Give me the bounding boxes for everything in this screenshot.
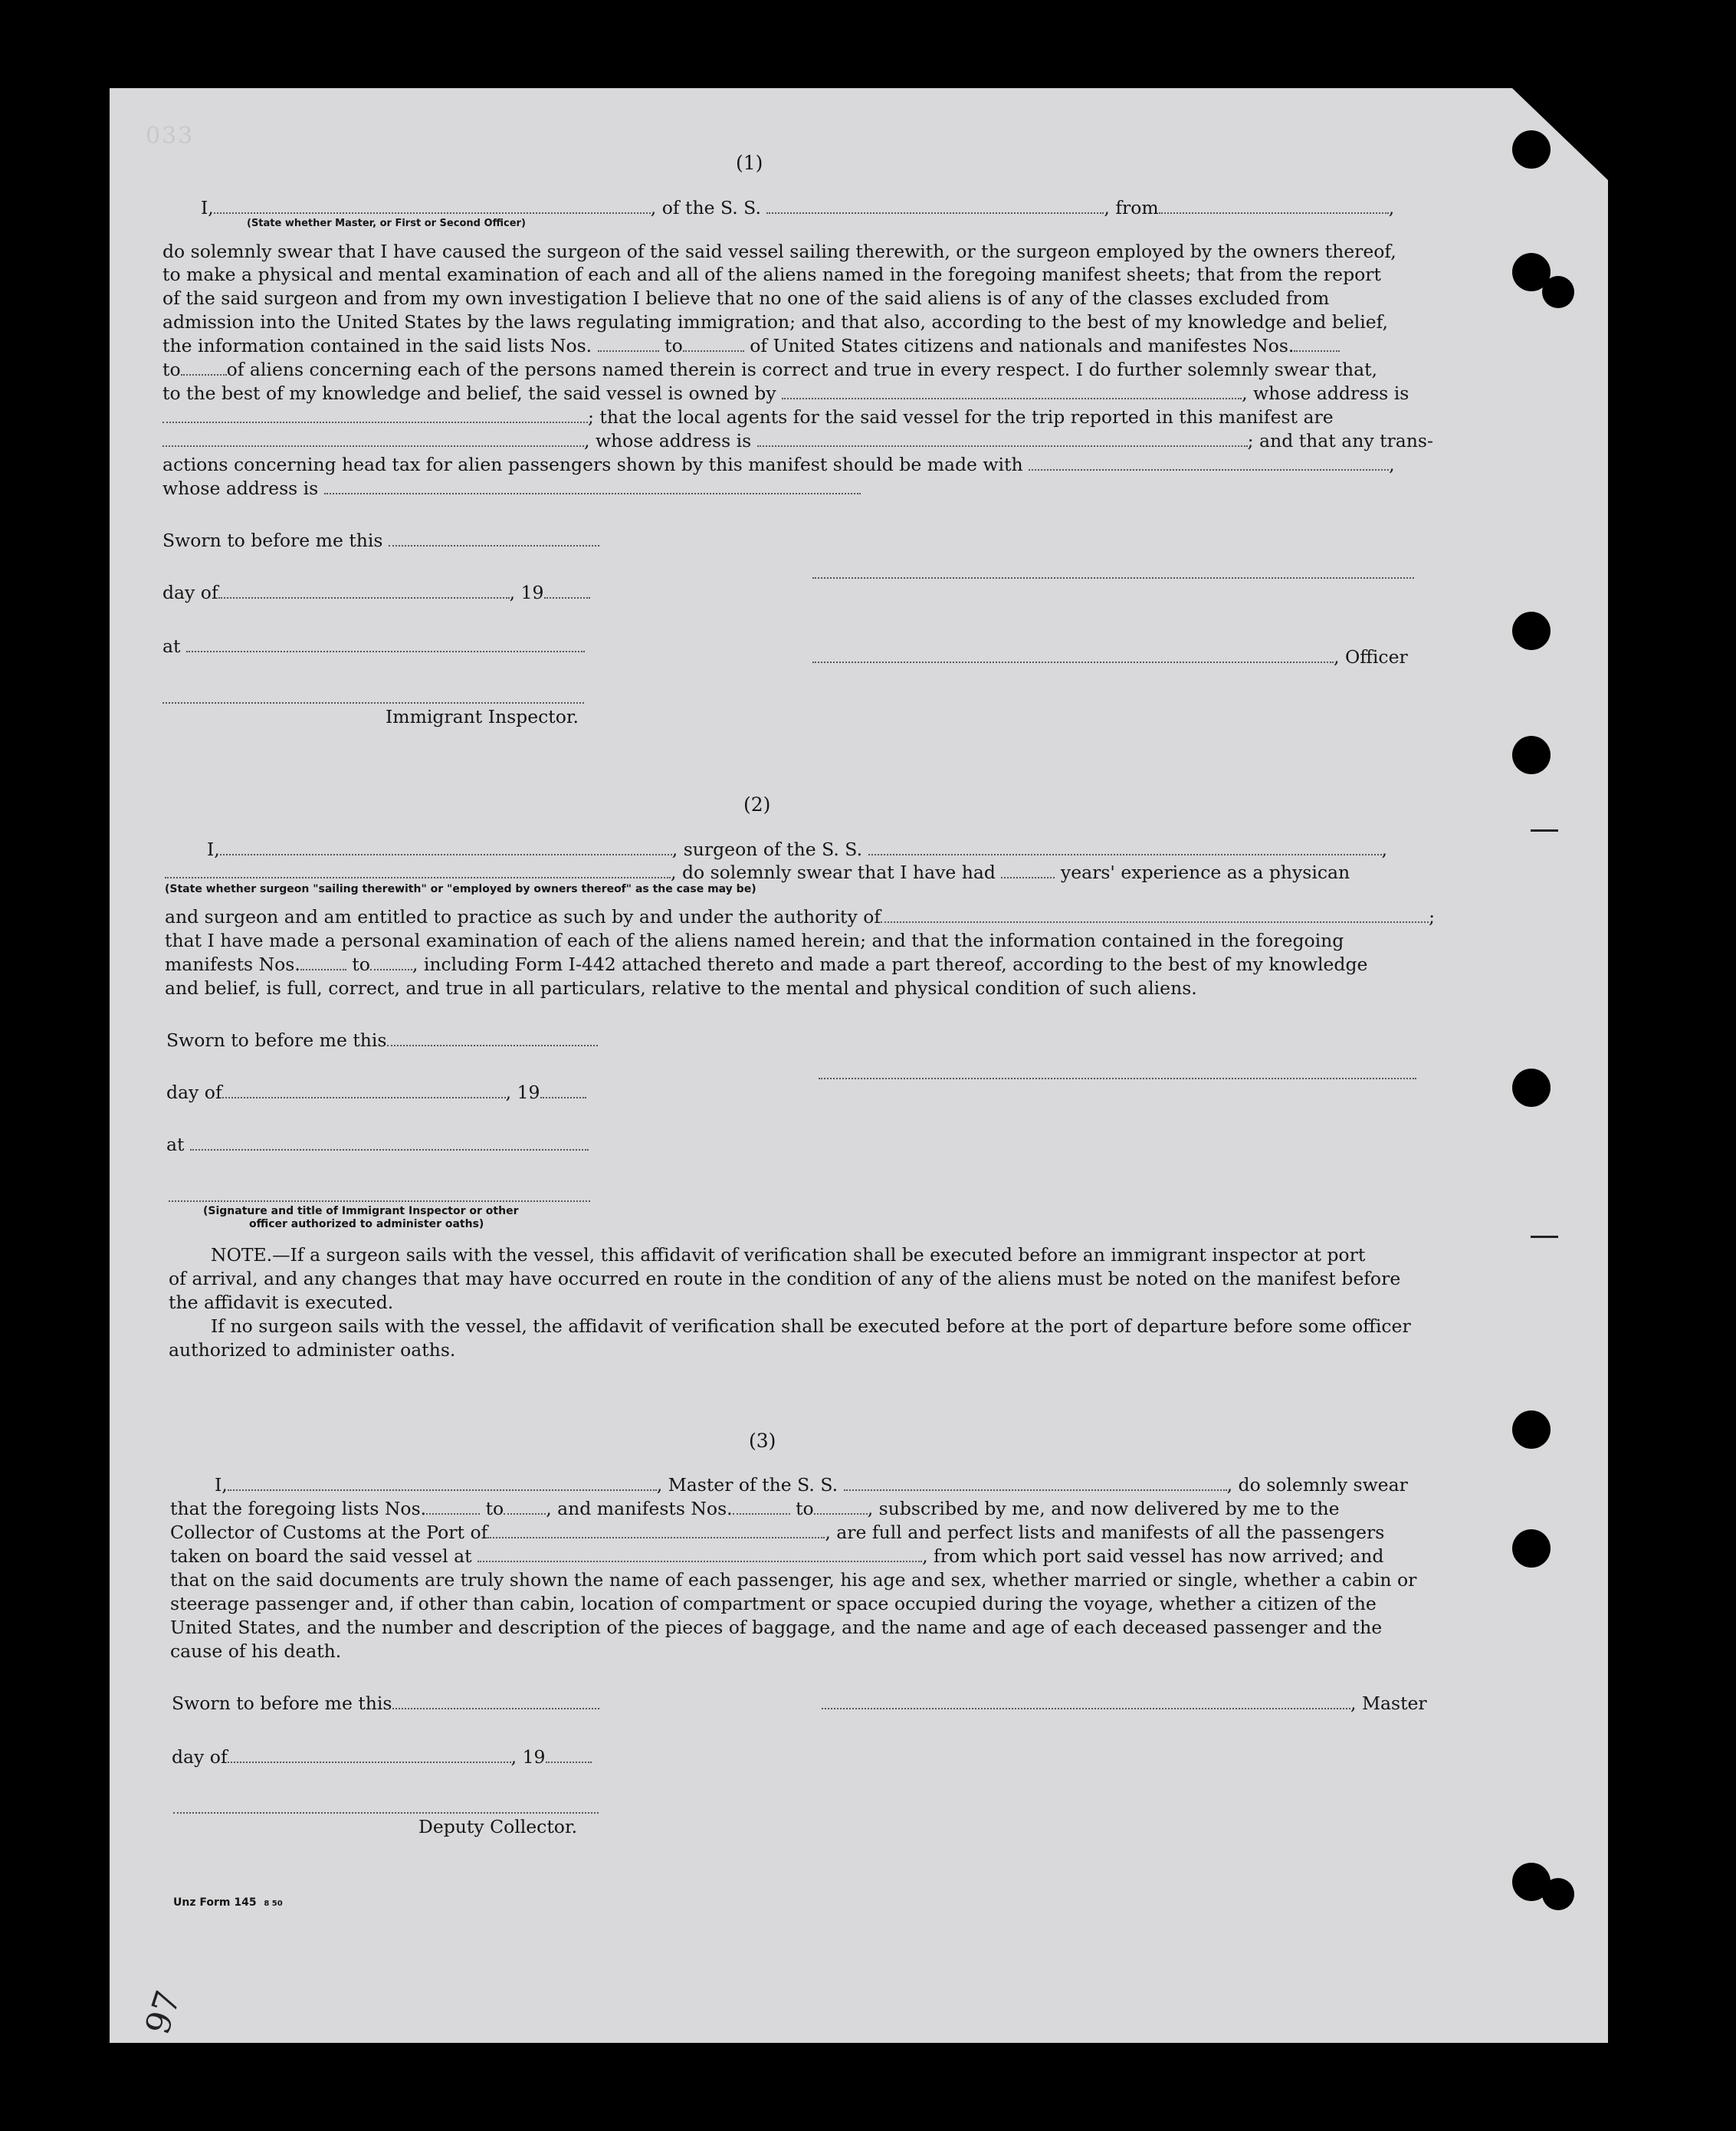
s2-line-2: , do solemnly swear that I have had years' experience as a physican (165, 861, 1350, 884)
s2-note-3: the affidavit is executed. (169, 1292, 394, 1313)
s3-line-7: United States, and the number and description of the pieces of baggage, and the name and age of each deceased passenger and the (170, 1617, 1383, 1638)
s2-caption: (State whether surgeon "sailing therewith" or "employed by owners thereof" as the case may be) (165, 883, 756, 895)
s3-line-4: taken on board the said vessel at , from which port said vessel has now arrived; and (170, 1545, 1384, 1567)
margin-tick (1531, 829, 1558, 832)
s2-at: at (166, 1133, 589, 1156)
section-1-heading: (1) (736, 152, 763, 174)
s1-line-4: of the said surgeon and from my own investigation I believe that no one of the said aliens is of any of the classes excluded from (162, 287, 1330, 309)
s2-note-4: If no surgeon sails with the vessel, the affidavit of verification shall be executed before at the port of departure before some officer (211, 1315, 1411, 1337)
s2-day: day of , 19 (166, 1081, 586, 1104)
s2-surgeon-signature-line (819, 1077, 1416, 1079)
form-number: Unz Form 145 8 50 (173, 1896, 283, 1909)
s2-sig-caption-2: officer authorized to administer oaths) (249, 1218, 484, 1230)
s3-day: day of , 19 (172, 1745, 592, 1768)
binder-hole-7 (1512, 1410, 1551, 1449)
s1-line-1: I, , of the S. S. , from , (201, 197, 1395, 218)
s2-line-1: I, , surgeon of the S. S. , (207, 839, 1388, 860)
s1-caption: (State whether Master, or First or Second Officer) (247, 218, 526, 229)
binder-hole-10 (1542, 1878, 1574, 1910)
s1-at: at (162, 635, 585, 658)
binder-hole-6 (1512, 1069, 1551, 1107)
margin-tick (1531, 1236, 1558, 1238)
s2-note-5: authorized to administer oaths. (169, 1339, 456, 1361)
s1-line-10: , whose address is ; and that any trans- (162, 429, 1433, 452)
s1-line-11: actions concerning head tax for alien passengers shown by this manifest should be made with , (162, 454, 1395, 475)
s1-line-12: whose address is (162, 477, 861, 500)
s1-officer-signature-line (812, 576, 1414, 579)
s3-master: , Master (822, 1692, 1427, 1715)
binder-hole-5 (1512, 736, 1551, 774)
s2-note-1: NOTE.—If a surgeon sails with the vessel, this affidavit of verification shall be executed before an immigrant inspector at port (211, 1244, 1366, 1266)
s3-line-6: steerage passenger and, if other than cabin, location of compartment or space occupied during the voyage, whether a citizen of the (170, 1593, 1377, 1614)
s3-line-5: that on the said documents are truly shown the name of each passenger, his age and sex, whether married or single, whether a cabin or (170, 1569, 1417, 1591)
binder-hole-1 (1512, 130, 1551, 169)
s1-officer: , Officer (812, 645, 1408, 668)
s3-sworn: Sworn to before me this (172, 1692, 599, 1715)
s2-line-6: and belief, is full, correct, and true in all particulars, relative to the mental and physical condition of such aliens. (165, 977, 1197, 999)
s2-line-4: that I have made a personal examination of each of the aliens named herein; and that the information contained in the foregoing (165, 930, 1344, 951)
s1-inspector: Immigrant Inspector. (386, 706, 579, 727)
s2-sworn: Sworn to before me this (166, 1029, 598, 1052)
s1-day: day of , 19 (162, 581, 590, 604)
binder-hole-4 (1512, 612, 1551, 650)
s2-sig-caption-1: (Signature and title of Immigrant Inspector or other (203, 1205, 519, 1217)
s1-sworn: Sworn to before me this (162, 529, 599, 552)
s3-line-2: that the foregoing lists Nos. to , and manifests Nos. to , subscribed by me, and now delivered by me to the (170, 1498, 1340, 1519)
s1-line-8: to the best of my knowledge and belief, the said vessel is owned by , whose address is (162, 383, 1409, 404)
s1-inspector-signature-line (162, 701, 584, 704)
section-2-heading: (2) (743, 793, 771, 816)
s2-note-2: of arrival, and any changes that may have occurred en route in the condition of any of the aliens must be noted on the manifest before (169, 1268, 1401, 1289)
s2-inspector-signature-line (169, 1200, 590, 1202)
corner-stamp: 033 (146, 123, 195, 149)
s3-line-8: cause of his death. (170, 1640, 342, 1662)
s1-line-5: admission into the United States by the laws regulating immigration; and that also, according to the best of my knowledge and belief, (162, 311, 1388, 333)
s1-line-9: ; that the local agents for the said vessel for the trip reported in this manifest are (162, 406, 1334, 428)
s2-line-5: manifests Nos. to , including Form I-442 attached thereto and made a part thereof, according to the best of my knowledge (165, 954, 1368, 975)
binder-hole-3 (1542, 276, 1574, 308)
s1-line-3: to make a physical and mental examination of each and all of the aliens named in the foregoing manifest sheets; that from the report (162, 264, 1381, 285)
s2-line-3: and surgeon and am entitled to practice as such by and under the authority of ; (165, 906, 1436, 928)
binder-hole-8 (1512, 1529, 1551, 1568)
s3-collector-signature-line (173, 1811, 599, 1814)
s1-line-7: to of aliens concerning each of the persons named therein is correct and true in every respect. I do further solemnly swear that, (162, 359, 1378, 380)
s3-line-1: I, , Master of the S. S. , do solemnly swear (215, 1474, 1408, 1496)
s1-line-2: do solemnly swear that I have caused the surgeon of the said vessel sailing therewith, or the surgeon employed by the owners thereof, (162, 241, 1396, 262)
s3-collector: Deputy Collector. (418, 1816, 578, 1837)
s3-line-3: Collector of Customs at the Port of , are full and perfect lists and manifests of all the passengers (170, 1522, 1385, 1543)
s1-line-6: the information contained in the said lists Nos. to of United States citizens and nationals and manifestes Nos. (162, 334, 1340, 357)
handwritten-mark: 97 (138, 1985, 189, 2040)
section-3-heading: (3) (749, 1430, 776, 1452)
